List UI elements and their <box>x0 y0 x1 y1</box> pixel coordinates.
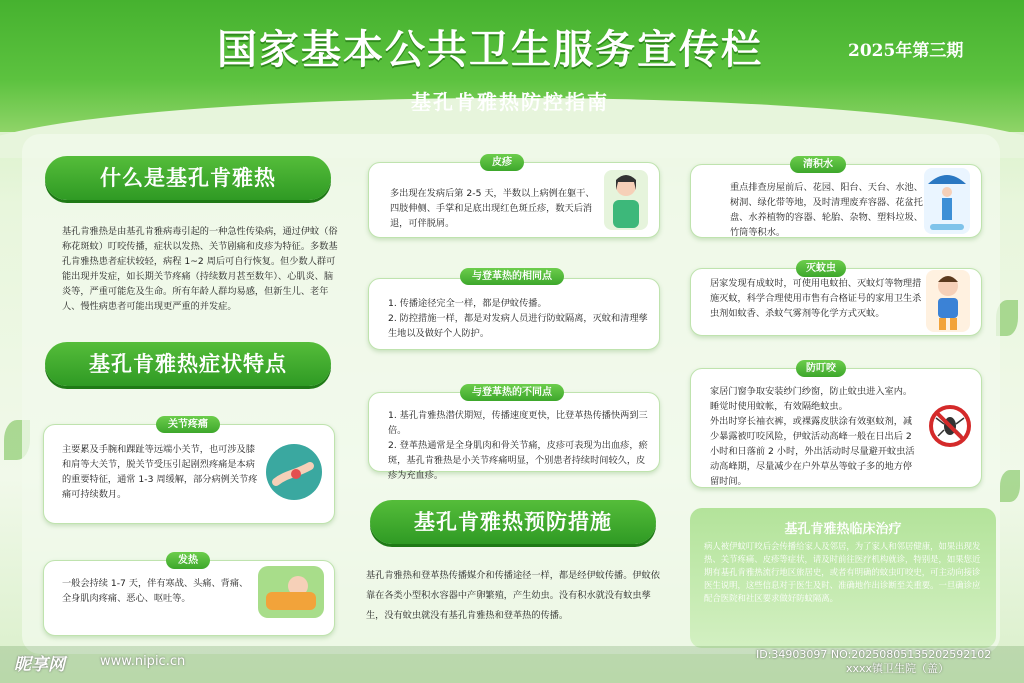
tab-kill-mosquito: 灭蚊虫 <box>796 260 846 277</box>
org-text: xxxx镇卫生院（盖） <box>846 662 950 675</box>
sick-person-icon <box>258 566 324 618</box>
page-subtitle: 基孔肯雅热防控指南 <box>411 90 609 114</box>
similarity-text: 1. 传播途径完全一样，都是伊蚊传播。 2. 防控措施一样，都是对发病人员进行防蚊隔离，灭蚊和清理孳生地以及做好个人防护。 <box>388 298 648 339</box>
treatment-title: 基孔肯雅热临床治疗 <box>784 522 902 537</box>
issue-label: 2025年第三期 <box>848 41 964 61</box>
difference-text: 1. 基孔肯雅热潜伏期短，传播速度更快，比登革热传播快两到三倍。 2. 登革热通常是全身肌肉和骨关节痛，皮疹可表现为出血疹，瘀斑，基孔肯雅热是小关节疼痛明显，个别患者持续时间较久，皮疹为充血疹。 <box>388 410 648 481</box>
footer-id <box>756 648 1018 676</box>
girl-icon <box>604 170 648 230</box>
water-illustration <box>924 168 970 234</box>
tab-clear-water: 清积水 <box>790 156 846 173</box>
joint-pain-text: 主要累及手腕和踝趾等远端小关节，也可涉及膝和肩等大关节，脱关节受压引起剧烈疼痛是本病的重要特征，通常 1-3 周缓解，部分病例关节疼痛可持续数月。 <box>62 444 258 500</box>
site-logo: 昵享网 <box>14 655 65 675</box>
tab-joint-pain: 关节疼痛 <box>156 416 220 433</box>
tab-fever: 发热 <box>166 552 210 569</box>
joint-pain-illustration <box>266 444 322 500</box>
fever-text: 一般会持续 1-7 天，伴有寒战、头痛、背痛、全身肌肉疼痛、恶心、呕吐等。 <box>62 578 249 604</box>
page-title: 国家基本公共卫生服务宣传栏 <box>217 26 763 73</box>
leaf-decoration <box>1000 470 1020 502</box>
anti-bite-text: 家居门窗争取安装纱门纱窗，防止蚊虫进入室内。 睡觉时使用蚊帐，有效隔绝蚊虫。 外出时穿长袖衣裤，或裸露皮肤涂有效驱蚊剂，减少暴露被叮咬风险，伊蚊活动高峰一般在日出后 2 小时和日落前 2 小时，外出活动时尽量避开蚊虫活动高峰期，尽量减少在户外草丛等蚊子多的地方停留时间。 <box>710 386 915 487</box>
tab-difference: 与登革热的不同点 <box>460 384 564 401</box>
id-text: ID:34903097 NO:20250805135202592102 <box>756 648 992 661</box>
kill-mosquito-text: 居家发现有成蚊时，可使用电蚊拍、灭蚊灯等物理措施灭蚊，科学合理使用市售有合格证号的家用卫生杀虫剂如蚊香、杀蚊气雾剂等化学方式灭蚊。 <box>710 278 922 319</box>
rash-illustration <box>604 170 648 230</box>
fever-illustration <box>258 566 324 618</box>
no-mosquito-icon <box>928 404 972 448</box>
rash-text: 多出现在发病后第 2-5 天，半数以上病例在躯干、四肢伸侧、手掌和足底出现红色斑丘疹，数天后消退，可伴脱屑。 <box>390 188 595 229</box>
section-title-what: 什么是基孔肯雅热 <box>45 156 331 200</box>
tab-anti-bite: 防叮咬 <box>796 360 846 377</box>
kill-mosquito-illustration <box>926 270 970 332</box>
site-url[interactable]: www.nipic.cn <box>100 654 186 669</box>
treatment-text: 病人被伊蚊叮咬后会传播给家人及邻居，为了家人和邻居健康，如果出现发热、关节疼痛、皮疹等症状，请及时前往医疗机构就诊，特别是，如果您近期有基孔肯雅热流行地区旅居史，或者有明确的蚊虫叮咬史，可主动向接诊医生说明，这些信息对于医生及时、准确地作出诊断至关重要。一旦确诊应配合医院和社区要求做好防蚊隔离。 <box>704 541 981 603</box>
hand-icon <box>266 444 322 500</box>
umbrella-person-icon <box>924 168 970 234</box>
prevention-text: 基孔肯雅热和登革热传播媒介和传播途径一样，都是经伊蚊传播。伊蚊依靠在各类小型积水容器中产卵繁殖，产生幼虫。没有积水就没有蚊虫孳生，没有蚊虫就没有基孔肯雅热和登革热的传播。 <box>366 570 660 621</box>
section-title-symptoms: 基孔肯雅热症状特点 <box>45 342 331 386</box>
tab-similarity: 与登革热的相同点 <box>460 268 564 285</box>
section-title-prevention: 基孔肯雅热预防措施 <box>370 500 656 544</box>
tab-rash: 皮疹 <box>480 154 524 171</box>
what-text: 基孔肯雅热是由基孔肯雅病毒引起的一种急性传染病，通过伊蚊（俗称花斑蚊）叮咬传播，症状以发热、关节剧痛和皮疹为特征。多数基孔肯雅热患者症状较轻，病程 1~2 周后可自行恢复。但少数人群可能出现并发症，如长期关节疼痛（持续数月甚至数年）、心肌炎、脑炎等，严重可能危及生命。所有年龄人群均易感，但新生儿、老年人、慢性病患者可能出现更严重的并发症。 <box>62 226 338 312</box>
clear-water-text: 重点排查房屋前后、花园、阳台、天台、水池、树洞、绿化带等地，及时清理废弃容器、花盆托盘、水养植物的容器、轮胎、杂物、塑料垃圾、竹筒等积水。 <box>730 182 923 238</box>
boy-spray-icon <box>926 270 970 332</box>
